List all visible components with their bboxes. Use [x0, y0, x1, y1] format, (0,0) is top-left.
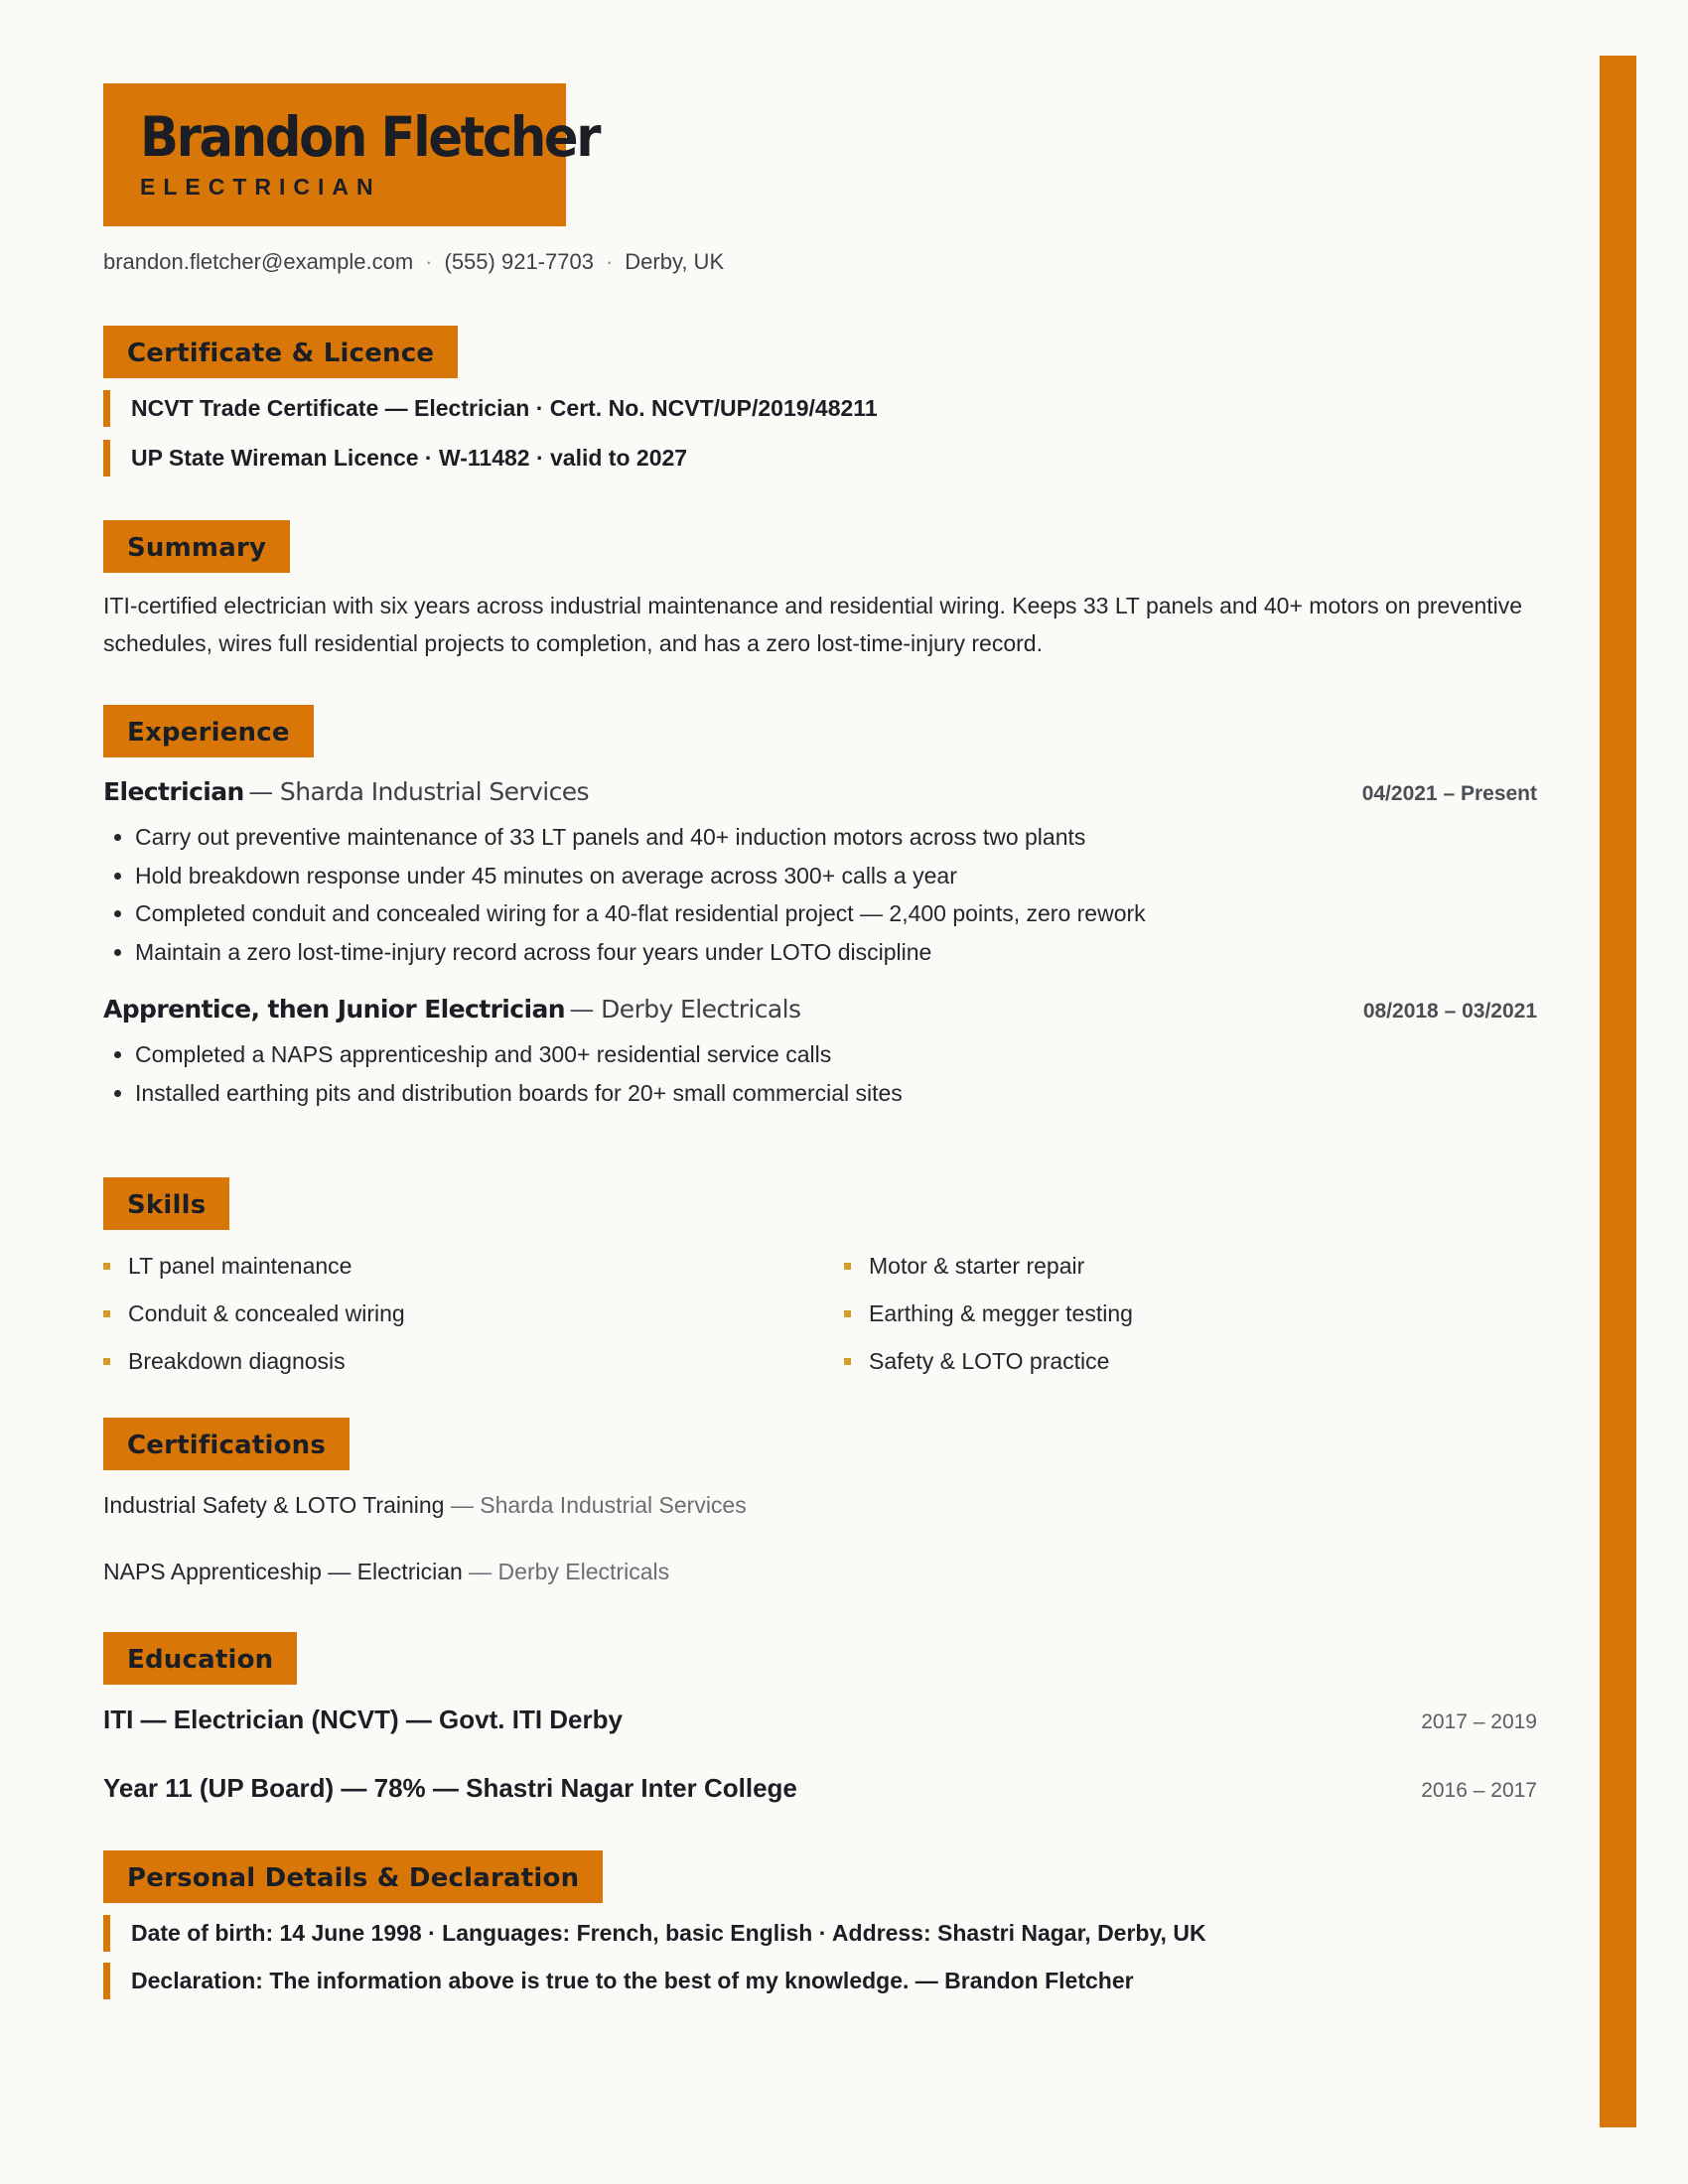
personal-section	[103, 1850, 1537, 1999]
education-item	[103, 1773, 1537, 1804]
education-dates: 2017 – 2019	[1421, 1710, 1537, 1733]
certification-item	[103, 1490, 1537, 1520]
candidate-name: Brandon Fletcher	[140, 105, 600, 169]
list-item: • Installed earthing pits and distribution boards for 20+ small commercial sites	[135, 1074, 1537, 1113]
resume-content	[103, 83, 1537, 1993]
skill-item	[844, 1337, 1537, 1385]
skill-label: Breakdown diagnosis	[128, 1348, 346, 1374]
education-title: ITI — Electrician (NCVT) — Govt. ITI Derby	[103, 1705, 623, 1734]
section-heading: Personal Details & Declaration	[103, 1850, 603, 1903]
job-title: Electrician	[103, 777, 244, 806]
contact-separator: ·	[425, 249, 433, 274]
job-bullets	[103, 818, 1537, 971]
skill-label: Motor & starter repair	[869, 1253, 1085, 1279]
list-item: • Carry out preventive maintenance of 33 LT panels and 40+ induction motors across two plants	[135, 818, 1537, 857]
section-heading: Certificate & Licence	[103, 326, 458, 378]
skill-item	[844, 1290, 1537, 1337]
accent-side-bar	[1600, 56, 1636, 2127]
email-link[interactable]: brandon.fletcher@example.com	[103, 249, 414, 274]
bullet-square-icon	[103, 1310, 110, 1317]
section-heading: Education	[103, 1632, 297, 1685]
section-heading: Experience	[103, 705, 314, 757]
summary-section	[103, 520, 1537, 662]
job-entry	[103, 777, 1537, 971]
job-dates: 04/2021 – Present	[1361, 782, 1537, 805]
skill-item	[103, 1337, 844, 1385]
certification-issuer: — Sharda Industrial Services	[450, 1492, 747, 1518]
job-company: — Sharda Industrial Services	[248, 777, 589, 806]
job-dates: 08/2018 – 03/2021	[1362, 1000, 1537, 1023]
bullet-square-icon	[844, 1358, 851, 1365]
bullet-square-icon	[844, 1263, 851, 1270]
list-item: • Completed conduit and concealed wiring for a 40-flat residential project — 2,400 points, zero rework	[135, 894, 1537, 933]
candidate-role: ELECTRICIAN	[140, 174, 381, 200]
education-item	[103, 1705, 1537, 1735]
bullet-square-icon	[844, 1310, 851, 1317]
section-heading: Summary	[103, 520, 290, 573]
skill-label: LT panel maintenance	[128, 1253, 352, 1279]
job-bullets	[103, 1035, 1537, 1112]
education-section	[103, 1632, 1537, 1804]
list-item: • Completed a NAPS apprenticeship and 300+ residential service calls	[135, 1035, 1537, 1074]
declaration-line: Declaration: The information above is true to the best of my knowledge. — Brandon Fletcher	[103, 1963, 1537, 1999]
contact-line	[103, 247, 1537, 277]
experience-section	[103, 705, 1537, 1112]
education-dates: 2016 – 2017	[1421, 1779, 1537, 1802]
certification-item	[103, 1557, 1537, 1586]
phone-number[interactable]: (555) 921-7703	[444, 249, 594, 274]
list-item: • Maintain a zero lost-time-injury record across four years under LOTO discipline	[135, 933, 1537, 972]
skills-section	[103, 1177, 1537, 1385]
licence-line: UP State Wireman Licence · W-11482 · valid to 2027	[103, 440, 878, 477]
skill-label: Conduit & concealed wiring	[128, 1300, 405, 1326]
job-header	[103, 777, 1537, 806]
skill-item	[103, 1242, 844, 1290]
certificate-licence-section	[103, 326, 878, 477]
certifications-section	[103, 1418, 1537, 1586]
location: Derby, UK	[625, 249, 725, 274]
section-heading: Skills	[103, 1177, 229, 1230]
skill-label: Safety & LOTO practice	[869, 1348, 1110, 1374]
education-title: Year 11 (UP Board) — 78% — Shastri Nagar Inter College	[103, 1773, 797, 1803]
job-header	[103, 995, 1537, 1024]
certification-issuer: — Derby Electricals	[469, 1559, 670, 1584]
job-company: — Derby Electricals	[569, 995, 801, 1024]
section-heading: Certifications	[103, 1418, 350, 1470]
certification-name: Industrial Safety & LOTO Training	[103, 1492, 445, 1518]
name-banner	[103, 83, 600, 226]
bullet-square-icon	[103, 1263, 110, 1270]
job-title: Apprentice, then Junior Electrician	[103, 995, 565, 1024]
skills-grid	[103, 1242, 1537, 1385]
certification-name: NAPS Apprenticeship — Electrician	[103, 1559, 463, 1584]
job-entry	[103, 995, 1537, 1112]
skill-item	[103, 1290, 844, 1337]
summary-text: ITI-certified electrician with six years across industrial maintenance and residential wiring. Keeps 33 LT panels and 40+ motors on preventive schedules, wires full residential projects to completion, and has a zero lost-time-injury record.	[103, 593, 1523, 656]
bullet-square-icon	[103, 1358, 110, 1365]
contact-separator: ·	[605, 249, 614, 274]
skill-label: Earthing & megger testing	[869, 1300, 1133, 1326]
personal-details-line: Date of birth: 14 June 1998 · Languages: French, basic English · Address: Shastri Nagar, Derby, UK	[103, 1915, 1537, 1952]
list-item: • Hold breakdown response under 45 minutes on average across 300+ calls a year	[135, 857, 1537, 895]
certificate-line: NCVT Trade Certificate — Electrician · Cert. No. NCVT/UP/2019/48211	[103, 390, 878, 427]
skill-item	[844, 1242, 1537, 1290]
